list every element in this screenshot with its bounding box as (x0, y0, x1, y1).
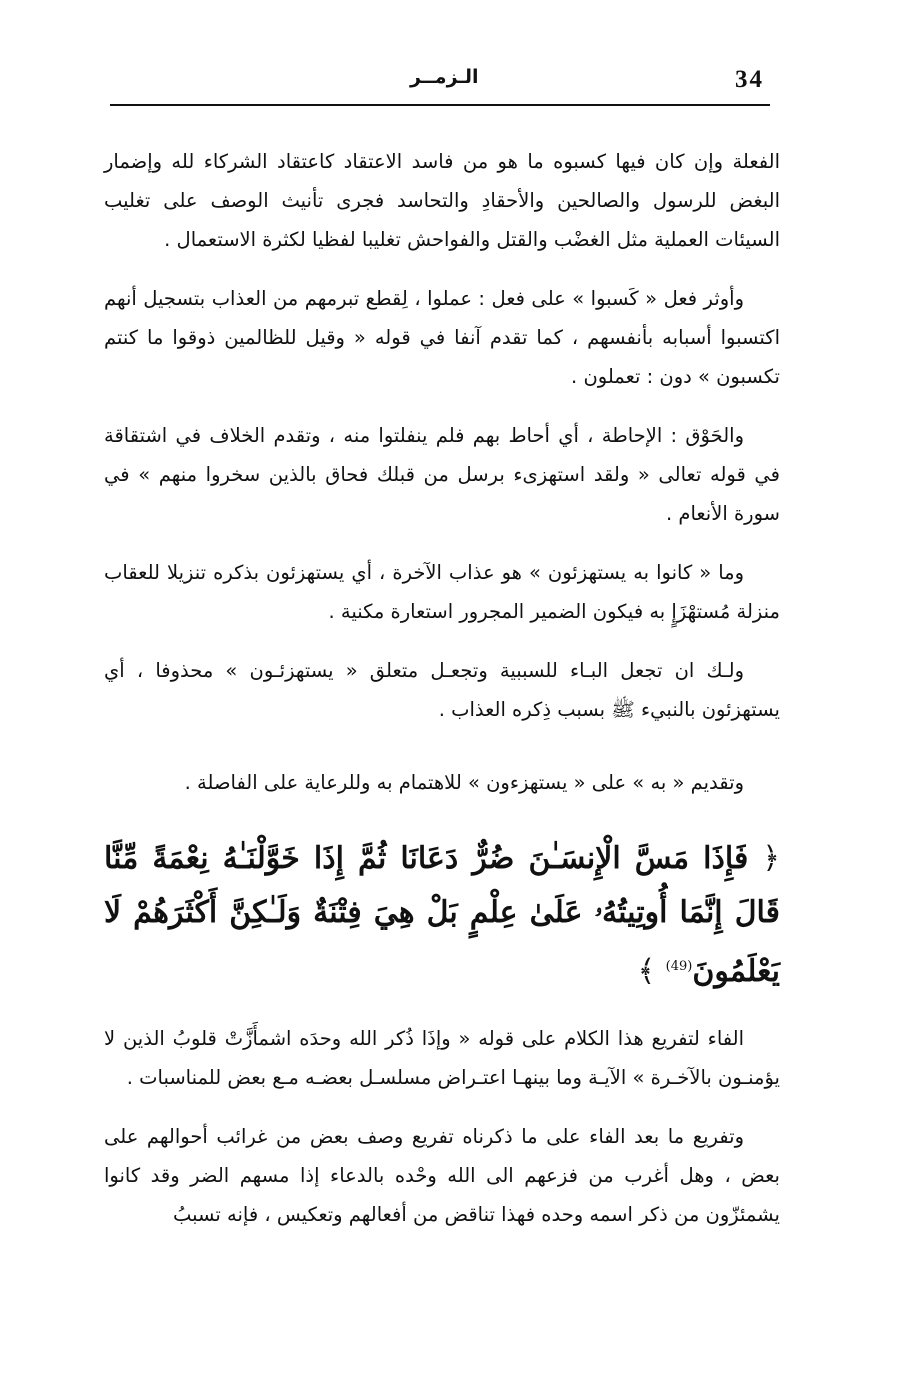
paragraph-8: وتفريع ما بعد الفاء على ما ذكرناه تفريع وصف بعض من غرائب أحوالهم على بعض ، وهل أغرب من فزعهم الى الله وحْده بالدعاء إذا مسهم الضر وقد كانوا يشمئزّون من ذكر اسمه وحده فهذا تناقض من أفعالهم وتعكيس ، فإنه تسببُ (104, 1125, 780, 1226)
verse-open-bracket: ﴿ (762, 841, 780, 876)
paragraph-5: ولـك ان تجعل البـاء للسببية وتجعـل متعلق « يستهزئـون » محذوفا ، أي يستهزئون بالنبيء ﷺ بسبب ذِكره العذاب . (104, 659, 780, 721)
running-title: الـزمــر (410, 66, 479, 88)
paragraph-6: وتقديم « به » على « يستهزءون » للاهتمام به وللرعاية على الفاصلة . (184, 771, 744, 794)
paragraph-1: الفعلة وإن كان فيها كسبوه ما هو من فاسد الاعتقاد كاعتقاد الشركاء لله وإضمار البغض للرسول والصالحين والأحقادِ والتحاسد فجرى تأنيث الوصف على تغليب السيئات العملية مثل الغضْب والقتل والفواحش تغليبا لفظيا لكثرة الاستعمال . (104, 150, 780, 251)
paragraph-4: وما « كانوا به يستهزئون » هو عذاب الآخرة ، أي يستهزئون بذكره تنزيلا للعقاب منزلة مُستهْزَإٍ به فيكون الضمير المجرور استعارة مكنية . (104, 561, 780, 623)
paragraph-3: والحَوْق : الإحاطة ، أي أحاط بهم فلم ينفلتوا منه ، وتقدم الخلاف في اشتقاقة في قوله تعالى « ولقد استهزىء برسل من قبلك فحاق بالذين سخروا منهم » في سورة الأنعام . (104, 424, 780, 525)
verse-number: (49) (665, 959, 693, 974)
header-rule (110, 104, 770, 106)
verse-text: فَإِذَا مَسَّ الْإِنسَـٰنَ ضُرٌّ دَعَانَا ثُمَّ إِذَا خَوَّلْنَـٰهُ نِعْمَةً مِّنَّا قَالَ إِنَّمَا أُوتِيتُهُۥ عَلَىٰ عِلْمٍ بَلْ هِيَ فِتْنَةٌ وَلَـٰكِنَّ أَكْثَرَهُمْ لَا يَعْلَمُونَ (104, 841, 780, 989)
verse-close-bracket: ﴾ (637, 954, 656, 989)
body-text (104, 142, 780, 1254)
page-header (110, 62, 770, 106)
paragraph-2: وأوثر فعل « كَسبوا » على فعل : عملوا ، لِقطع تبرمهم من العذاب بتسجيل أنهم اكتسبوا أسبابه بأنفسهم ، كما تقدم آنفا في قوله « وقيل للظالمين ذوقوا ما كنتم تكسبون » دون : تعملون . (104, 287, 780, 388)
page-number: 34 (735, 66, 764, 93)
quran-verse (104, 832, 780, 999)
paragraph-7: الفاء لتفريع هذا الكلام على قوله « وإذَا ذُكر الله وحدَه اشمأَزَّتْ قلوبُ الذين لا يؤمنـون بالآخـرة » الآيـة وما بينهـا اعتـراض مسلسـل بعضـه مـع بعض للمناسبات . (104, 1027, 780, 1089)
